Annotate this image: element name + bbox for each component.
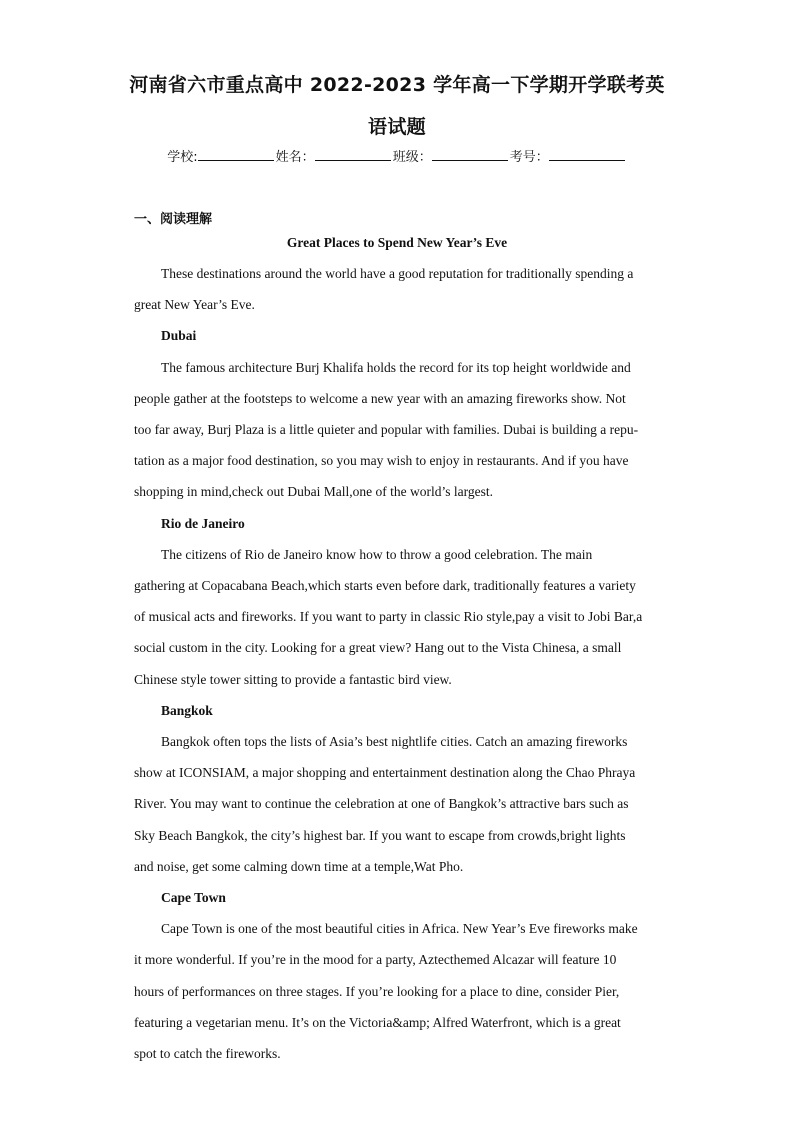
passage-line: gathering at Copacabana Beach,which starts even before dark, traditionally features a variety [134, 578, 636, 593]
passage-line: and noise, get some calming down time at a temple,Wat Pho. [134, 858, 464, 874]
school-field [167, 146, 275, 165]
section-heading: 一、阅读理解 [134, 212, 213, 227]
exam-number-blank [549, 148, 625, 161]
school-blank [198, 148, 274, 161]
passage-line: hours of performances on three stages. If you’re looking for a place to dine, consider Pier, [134, 983, 620, 999]
passage-line: Chinese style tower sitting to provide a fantastic bird view. [134, 671, 452, 687]
class-blank [432, 148, 508, 161]
passage-line: great New Year’s Eve. [134, 297, 255, 313]
passage-line: Sky Beach Bangkok, the city’s highest bar. If you want to escape from crowds,bright lights [134, 827, 626, 843]
passage-line: show at ICONSIAM, a major shopping and entertainment destination along the Chao Phraya [134, 765, 636, 781]
passage-subheading: Bangkok [161, 702, 213, 718]
passage-line: tation as a major food destination, so you may wish to enjoy in restaurants. And if you have [134, 453, 629, 469]
exam-number-field [510, 146, 627, 165]
passage-subheading: Rio de Janeiro [161, 515, 245, 531]
passage-title: Great Places to Spend New Year’s Eve [286, 235, 508, 250]
passage-line: shopping in mind,check out Dubai Mall,one of the world’s largest. [134, 484, 493, 500]
passage-line: people gather at the footsteps to welcome a new year with an amazing fireworks show. Not [134, 390, 626, 406]
passage-line: River. You may want to continue the celebration at one of Bangkok’s attractive bars such as [134, 796, 629, 812]
passage-subheading: Dubai [161, 328, 197, 344]
student-info-row [0, 146, 794, 165]
school-label: 学校: [167, 150, 198, 165]
passage-subheading: Cape Town [161, 890, 226, 905]
name-label: 姓名： [275, 150, 315, 165]
passage-line: Bangkok often tops the lists of Asia’s best nightlife cities. Catch an amazing fireworks [161, 734, 628, 749]
passage-line: The famous architecture Burj Khalifa holds the record for its top height worldwide and [161, 359, 631, 375]
passage-line: too far away, Burj Plaza is a little quieter and popular with families. Dubai is building a repu- [134, 422, 639, 437]
passage-line: spot to catch the fireworks. [134, 1046, 281, 1061]
passage-line: featuring a vegetarian menu. It’s on the Victoria&amp; Alfred Waterfront, which is a great [134, 1014, 621, 1030]
passage-line: The citizens of Rio de Janeiro know how to throw a good celebration. The main [161, 546, 593, 562]
passage-line: it more wonderful. If you’re in the mood for a party, Aztecthemed Alcazar will feature 10 [134, 952, 617, 968]
passage-line: These destinations around the world have a good reputation for traditionally spending a [161, 266, 634, 281]
name-field [276, 146, 393, 165]
name-blank [315, 148, 391, 161]
passage-line: of musical acts and fireworks. If you want to party in classic Rio style,pay a visit to Jobi Bar,a [134, 609, 643, 625]
class-label: 班级： [392, 150, 432, 165]
passage-line: social custom in the city. Looking for a great view? Hang out to the Vista Chinesa, a small [134, 640, 622, 656]
class-field [393, 146, 510, 165]
passage-line: Cape Town is one of the most beautiful cities in Africa. New Year’s Eve fireworks make [161, 921, 638, 937]
exam-title-line-2: 语试题 [368, 116, 426, 138]
exam-title-line-1: 河南省六市重点高中 2022-2023 学年高一下学期开学联考英 [129, 74, 665, 96]
exam-number-label: 考号： [509, 150, 549, 165]
